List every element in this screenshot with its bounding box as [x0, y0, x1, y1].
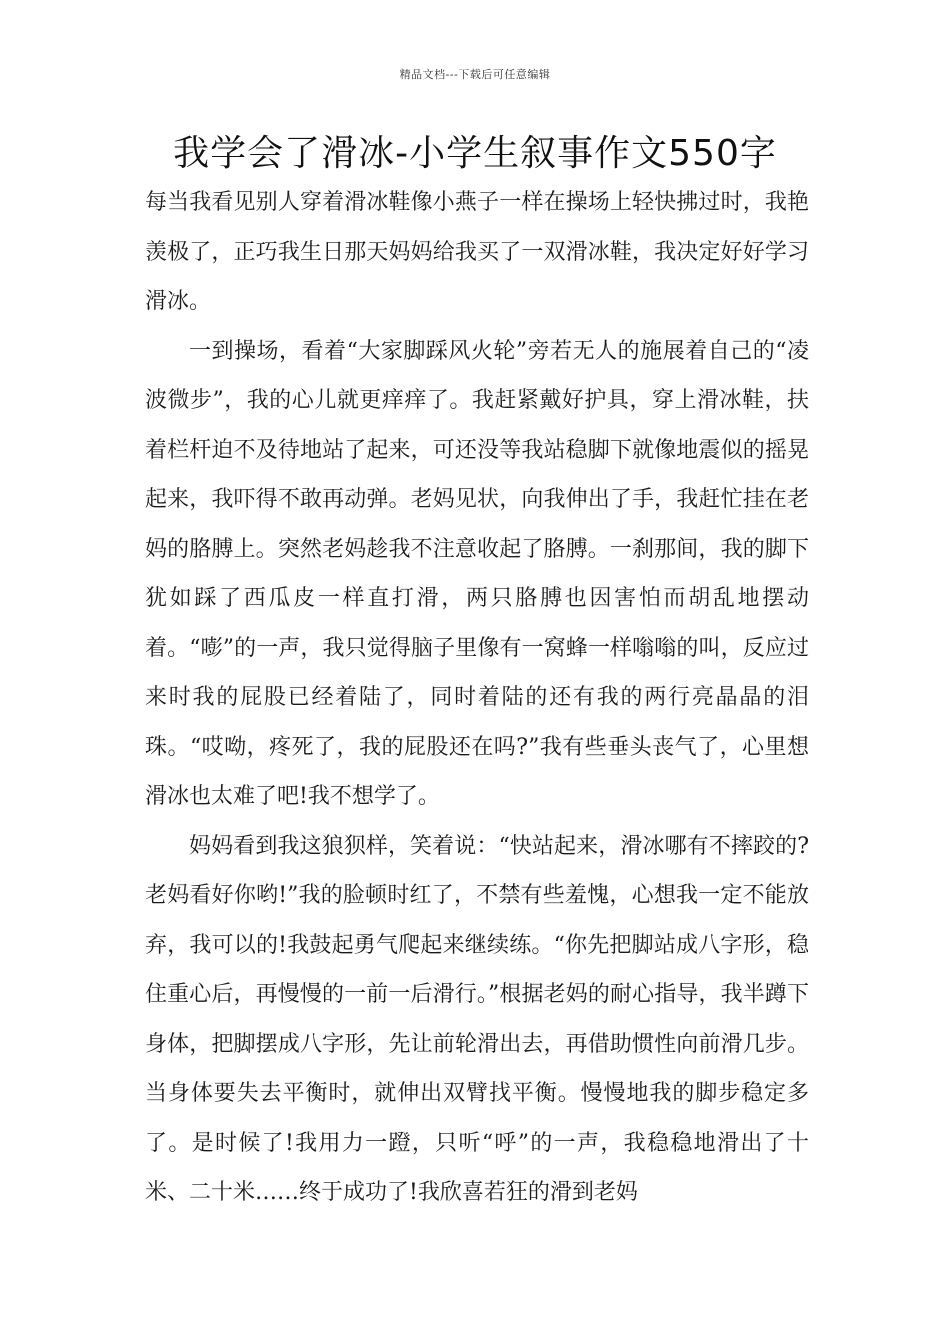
document-body — [145, 178, 809, 1218]
document-title: 我学会了滑冰-小学生叙事作文550字 — [173, 133, 777, 174]
paragraph-2: 一到操场，看着“大家脚踩风火轮”旁若无人的施展着自己的“凌波微步”，我的心儿就更痒痒了。我赶紧戴好护具，穿上滑冰鞋，扶着栏杆迫不及待地站了起来，可还没等我站稳脚下就像地震似的摇晃起来，我吓得不敢再动弹。老妈见状，向我伸出了手，我赶忙挂在老妈的胳膊上。突然老妈趁我不注意收起了胳膊。一刹那间，我的脚下犹如踩了西瓜皮一样直打滑，两只胳膊也因害怕而胡乱地摆动着。“嘭”的一声，我只觉得脑子里像有一窝蜂一样嗡嗡的叫，反应过来时我的屁股已经着陆了，同时着陆的还有我的两行亮晶晶的泪珠。“哎呦，疼死了，我的屁股还在吗?”我有些垂头丧气了，心里想滑冰也太难了吧!我不想学了。 — [145, 338, 809, 809]
paragraph-3: 妈妈看到我这狼狈样，笑着说：“快站起来，滑冰哪有不摔跤的?老妈看好你哟!”我的脸顿时红了，不禁有些羞愧，心想我一定不能放弃，我可以的!我鼓起勇气爬起来继续练。“你先把脚站成八字形，稳住重心后，再慢慢的一前一后滑行。”根据老妈的耐心指导，我半蹲下身体，把脚摆成八字形，先让前轮滑出去，再借助惯性向前滑几步。当身体要失去平衡时，就伸出双臂找平衡。慢慢地我的脚步稳定多了。是时候了!我用力一蹬，只听“呼”的一声，我稳稳地滑出了十米、二十米……终于成功了!我欣喜若狂的滑到老妈 — [145, 833, 809, 1205]
document-header: 精品文档---下载后可任意编辑 — [399, 68, 551, 81]
paragraph-1: 每当我看见别人穿着滑冰鞋像小燕子一样在操场上轻快拂过时，我艳羡极了，正巧我生日那天妈妈给我买了一双滑冰鞋，我决定好好学习滑冰。 — [145, 190, 809, 314]
